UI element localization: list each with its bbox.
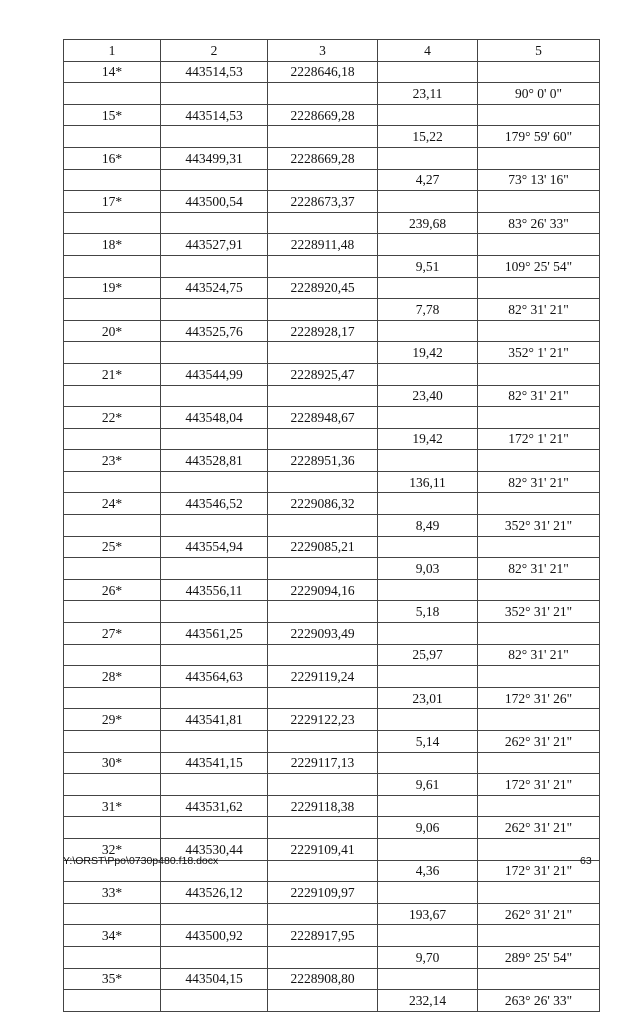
table-cell-col-2: 443544,99 — [161, 363, 268, 385]
table-cell-col-2 — [161, 558, 268, 580]
table-cell-col-3 — [268, 212, 378, 234]
table-cell-col-1: 34* — [64, 925, 161, 947]
table-row — [64, 471, 600, 493]
table-cell-col-2: 443500,54 — [161, 191, 268, 213]
table-cell-col-1: 35* — [64, 968, 161, 990]
table-cell-col-5 — [478, 795, 600, 817]
table-cell-col-5 — [478, 407, 600, 429]
table-cell-col-4: 9,51 — [378, 255, 478, 277]
table-row — [64, 946, 600, 968]
table-cell-col-5: 352° 1' 21" — [478, 342, 600, 364]
table-cell-col-5 — [478, 61, 600, 83]
table-cell-col-3: 2228908,80 — [268, 968, 378, 990]
header-col-4: 4 — [378, 40, 478, 62]
table-cell-col-1 — [64, 212, 161, 234]
table-cell-col-2: 443554,94 — [161, 536, 268, 558]
table-cell-col-5: 263° 26' 33" — [478, 990, 600, 1012]
table-row — [64, 385, 600, 407]
table-cell-col-4 — [378, 104, 478, 126]
table-row — [64, 817, 600, 839]
table-cell-col-5 — [478, 493, 600, 515]
table-cell-col-3 — [268, 990, 378, 1012]
table-cell-col-3 — [268, 515, 378, 537]
table-cell-col-1: 30* — [64, 752, 161, 774]
table-cell-col-4 — [378, 363, 478, 385]
table-row — [64, 83, 600, 105]
table-row — [64, 299, 600, 321]
table-row — [64, 644, 600, 666]
table-cell-col-1: 14* — [64, 61, 161, 83]
table-cell-col-2 — [161, 946, 268, 968]
table-cell-col-3: 2228673,37 — [268, 191, 378, 213]
table-cell-col-4 — [378, 234, 478, 256]
table-cell-col-1 — [64, 126, 161, 148]
table-cell-col-2 — [161, 385, 268, 407]
table-cell-col-5 — [478, 277, 600, 299]
table-cell-col-5 — [478, 752, 600, 774]
table-row — [64, 104, 600, 126]
table-cell-col-4 — [378, 536, 478, 558]
table-cell-col-4 — [378, 709, 478, 731]
table-row — [64, 147, 600, 169]
table-row — [64, 342, 600, 364]
table-row — [64, 277, 600, 299]
table-cell-col-3 — [268, 471, 378, 493]
table-cell-col-2: 443525,76 — [161, 320, 268, 342]
table-cell-col-2: 443514,53 — [161, 61, 268, 83]
table-cell-col-1 — [64, 990, 161, 1012]
table-cell-col-3 — [268, 255, 378, 277]
table-cell-col-2: 443564,63 — [161, 666, 268, 688]
table-cell-col-3 — [268, 601, 378, 623]
table-row — [64, 687, 600, 709]
table-cell-col-4: 5,14 — [378, 731, 478, 753]
table-cell-col-5: 90° 0' 0" — [478, 83, 600, 105]
table-cell-col-4 — [378, 579, 478, 601]
table-cell-col-5 — [478, 579, 600, 601]
table-cell-col-1 — [64, 774, 161, 796]
table-cell-col-1: 23* — [64, 450, 161, 472]
table-cell-col-5: 262° 31' 21" — [478, 817, 600, 839]
table-row — [64, 515, 600, 537]
table-cell-col-1 — [64, 169, 161, 191]
header-col-2: 2 — [161, 40, 268, 62]
table-cell-col-2 — [161, 255, 268, 277]
table-cell-col-5: 83° 26' 33" — [478, 212, 600, 234]
table-cell-col-1: 33* — [64, 882, 161, 904]
table-cell-col-4 — [378, 493, 478, 515]
table-cell-col-5 — [478, 882, 600, 904]
table-cell-col-2 — [161, 299, 268, 321]
table-cell-col-4: 136,11 — [378, 471, 478, 493]
table-cell-col-2: 443531,62 — [161, 795, 268, 817]
table-cell-col-5 — [478, 104, 600, 126]
table-cell-col-4: 23,01 — [378, 687, 478, 709]
table-cell-col-4: 232,14 — [378, 990, 478, 1012]
table-cell-col-3: 2228646,18 — [268, 61, 378, 83]
table-cell-col-4 — [378, 752, 478, 774]
table-cell-col-5: 82° 31' 21" — [478, 471, 600, 493]
table-cell-col-1: 18* — [64, 234, 161, 256]
table-row — [64, 752, 600, 774]
table-cell-col-2: 443530,44 — [161, 838, 268, 860]
header-col-5: 5 — [478, 40, 600, 62]
table-cell-col-4: 23,40 — [378, 385, 478, 407]
table-cell-col-5: 289° 25' 54" — [478, 946, 600, 968]
table-cell-col-5 — [478, 147, 600, 169]
table-cell-col-4: 193,67 — [378, 903, 478, 925]
table-cell-col-1: 16* — [64, 147, 161, 169]
table-cell-col-5 — [478, 536, 600, 558]
table-cell-col-5: 82° 31' 21" — [478, 558, 600, 580]
table-cell-col-1 — [64, 817, 161, 839]
table-cell-col-4 — [378, 61, 478, 83]
table-cell-col-4: 15,22 — [378, 126, 478, 148]
header-col-1: 1 — [64, 40, 161, 62]
table-cell-col-1: 31* — [64, 795, 161, 817]
table-cell-col-3: 2228911,48 — [268, 234, 378, 256]
table-cell-col-5 — [478, 450, 600, 472]
table-cell-col-4 — [378, 882, 478, 904]
table-cell-col-3: 2229085,21 — [268, 536, 378, 558]
table-cell-col-5: 82° 31' 21" — [478, 299, 600, 321]
table-cell-col-3: 2229109,97 — [268, 882, 378, 904]
table-cell-col-1: 27* — [64, 623, 161, 645]
table-cell-col-4 — [378, 666, 478, 688]
table-cell-col-5: 172° 31' 21" — [478, 860, 600, 882]
table-cell-col-1 — [64, 687, 161, 709]
table-cell-col-5 — [478, 623, 600, 645]
table-cell-col-3 — [268, 126, 378, 148]
table-cell-col-1 — [64, 83, 161, 105]
table-cell-col-2 — [161, 169, 268, 191]
table-cell-col-3: 2229117,13 — [268, 752, 378, 774]
table-cell-col-2: 443499,31 — [161, 147, 268, 169]
table-cell-col-1 — [64, 601, 161, 623]
table-cell-col-4: 19,42 — [378, 428, 478, 450]
table-cell-col-2: 443514,53 — [161, 104, 268, 126]
table-cell-col-5 — [478, 666, 600, 688]
table-cell-col-3: 2228917,95 — [268, 925, 378, 947]
table-body — [64, 61, 600, 1011]
table-cell-col-3 — [268, 946, 378, 968]
table-cell-col-3 — [268, 342, 378, 364]
table-cell-col-2: 443526,12 — [161, 882, 268, 904]
table-cell-col-3 — [268, 774, 378, 796]
table-cell-col-4: 9,03 — [378, 558, 478, 580]
table-cell-col-3: 2229094,16 — [268, 579, 378, 601]
table-row — [64, 212, 600, 234]
table-cell-col-5: 172° 31' 21" — [478, 774, 600, 796]
footer-file-path: Y:\ORST\Ppo\0730p480.f18.docx — [63, 855, 219, 867]
table-cell-col-2: 443548,04 — [161, 407, 268, 429]
table-cell-col-2: 443546,52 — [161, 493, 268, 515]
table-cell-col-1 — [64, 946, 161, 968]
table-cell-col-1 — [64, 471, 161, 493]
table-cell-col-1: 25* — [64, 536, 161, 558]
table-cell-col-3: 2229122,23 — [268, 709, 378, 731]
table-row — [64, 579, 600, 601]
table-cell-col-2: 443524,75 — [161, 277, 268, 299]
table-cell-col-4: 9,61 — [378, 774, 478, 796]
table-row — [64, 601, 600, 623]
table-cell-col-2: 443527,91 — [161, 234, 268, 256]
table-cell-col-4: 5,18 — [378, 601, 478, 623]
table-cell-col-2: 443504,15 — [161, 968, 268, 990]
table-row — [64, 363, 600, 385]
table-cell-col-3 — [268, 169, 378, 191]
table-cell-col-2 — [161, 990, 268, 1012]
table-row — [64, 536, 600, 558]
table-cell-col-5: 172° 1' 21" — [478, 428, 600, 450]
table-cell-col-3 — [268, 428, 378, 450]
table-cell-col-2 — [161, 644, 268, 666]
table-cell-col-3 — [268, 83, 378, 105]
table-row — [64, 795, 600, 817]
table-cell-col-1: 19* — [64, 277, 161, 299]
table-cell-col-3 — [268, 731, 378, 753]
table-cell-col-3 — [268, 687, 378, 709]
table-cell-col-1 — [64, 731, 161, 753]
table-row — [64, 255, 600, 277]
table-cell-col-3: 2228669,28 — [268, 147, 378, 169]
table-row — [64, 191, 600, 213]
table-cell-col-4 — [378, 277, 478, 299]
header-col-3: 3 — [268, 40, 378, 62]
table-cell-col-3 — [268, 299, 378, 321]
table-cell-col-1: 22* — [64, 407, 161, 429]
table-cell-col-4: 4,27 — [378, 169, 478, 191]
table-row — [64, 903, 600, 925]
table-row — [64, 990, 600, 1012]
table-cell-col-4 — [378, 795, 478, 817]
table-cell-col-3: 2228925,47 — [268, 363, 378, 385]
table-row — [64, 126, 600, 148]
table-row — [64, 169, 600, 191]
table-cell-col-3 — [268, 817, 378, 839]
table-cell-col-1 — [64, 903, 161, 925]
table-cell-col-4 — [378, 968, 478, 990]
table-cell-col-3 — [268, 558, 378, 580]
table-cell-col-4 — [378, 147, 478, 169]
table-cell-col-3: 2228951,36 — [268, 450, 378, 472]
table-cell-col-4: 7,78 — [378, 299, 478, 321]
table-cell-col-4: 8,49 — [378, 515, 478, 537]
table-cell-col-1: 32* — [64, 838, 161, 860]
table-row — [64, 623, 600, 645]
table-cell-col-2 — [161, 903, 268, 925]
table-cell-col-1 — [64, 299, 161, 321]
table-cell-col-4 — [378, 838, 478, 860]
table-cell-col-1: 28* — [64, 666, 161, 688]
table-cell-col-4 — [378, 191, 478, 213]
table-cell-col-5: 82° 31' 21" — [478, 385, 600, 407]
table-cell-col-2: 443556,11 — [161, 579, 268, 601]
table-cell-col-3 — [268, 860, 378, 882]
table-row — [64, 558, 600, 580]
table-cell-col-4 — [378, 623, 478, 645]
table-cell-col-2 — [161, 515, 268, 537]
table-cell-col-3: 2229109,41 — [268, 838, 378, 860]
table-row — [64, 234, 600, 256]
table-cell-col-1 — [64, 342, 161, 364]
table-cell-col-5 — [478, 968, 600, 990]
table-cell-col-5: 262° 31' 21" — [478, 903, 600, 925]
table-cell-col-2 — [161, 342, 268, 364]
table-cell-col-1: 17* — [64, 191, 161, 213]
table-cell-col-5 — [478, 320, 600, 342]
table-cell-col-3 — [268, 385, 378, 407]
table-row — [64, 882, 600, 904]
table-row — [64, 731, 600, 753]
table-cell-col-2 — [161, 471, 268, 493]
table-cell-col-4 — [378, 320, 478, 342]
table-row — [64, 61, 600, 83]
table-row — [64, 407, 600, 429]
table-cell-col-2: 443541,15 — [161, 752, 268, 774]
table-cell-col-5: 82° 31' 21" — [478, 644, 600, 666]
table-cell-col-2 — [161, 212, 268, 234]
table-cell-col-4: 19,42 — [378, 342, 478, 364]
table-cell-col-3 — [268, 644, 378, 666]
table-cell-col-2: 443528,81 — [161, 450, 268, 472]
table-cell-col-1 — [64, 515, 161, 537]
table-cell-col-5: 172° 31' 26" — [478, 687, 600, 709]
table-cell-col-5 — [478, 363, 600, 385]
table-row — [64, 709, 600, 731]
table-cell-col-2 — [161, 817, 268, 839]
table-cell-col-1: 29* — [64, 709, 161, 731]
table-cell-col-4 — [378, 450, 478, 472]
table-cell-col-4 — [378, 407, 478, 429]
table-cell-col-2 — [161, 774, 268, 796]
table-cell-col-1: 21* — [64, 363, 161, 385]
footer-page-number: 63 — [580, 855, 592, 867]
table-cell-col-5 — [478, 925, 600, 947]
table-row — [64, 925, 600, 947]
table-cell-col-1 — [64, 558, 161, 580]
table-cell-col-4: 9,06 — [378, 817, 478, 839]
table-row — [64, 774, 600, 796]
table-cell-col-2 — [161, 601, 268, 623]
table-cell-col-4: 9,70 — [378, 946, 478, 968]
table-cell-col-1 — [64, 644, 161, 666]
table-cell-col-1: 20* — [64, 320, 161, 342]
table-cell-col-1 — [64, 255, 161, 277]
table-cell-col-1 — [64, 428, 161, 450]
table-cell-col-3: 2229118,38 — [268, 795, 378, 817]
table-cell-col-1: 26* — [64, 579, 161, 601]
table-cell-col-3: 2229086,32 — [268, 493, 378, 515]
table-cell-col-2 — [161, 731, 268, 753]
table-cell-col-2 — [161, 687, 268, 709]
table-cell-col-5 — [478, 191, 600, 213]
table-cell-col-2 — [161, 428, 268, 450]
table-cell-col-5: 262° 31' 21" — [478, 731, 600, 753]
table-cell-col-3: 2228948,67 — [268, 407, 378, 429]
table-row — [64, 666, 600, 688]
table-row — [64, 428, 600, 450]
table-cell-col-5 — [478, 709, 600, 731]
table-cell-col-5: 73° 13' 16" — [478, 169, 600, 191]
table-cell-col-1: 24* — [64, 493, 161, 515]
table-cell-col-3: 2228928,17 — [268, 320, 378, 342]
table-cell-col-5: 352° 31' 21" — [478, 601, 600, 623]
table-cell-col-2: 443561,25 — [161, 623, 268, 645]
table-cell-col-3: 2228669,28 — [268, 104, 378, 126]
table-cell-col-4: 25,97 — [378, 644, 478, 666]
table-cell-col-2 — [161, 83, 268, 105]
table-row — [64, 450, 600, 472]
table-cell-col-3: 2228920,45 — [268, 277, 378, 299]
table-cell-col-1: 15* — [64, 104, 161, 126]
table-cell-col-4: 239,68 — [378, 212, 478, 234]
table-cell-col-3: 2229119,24 — [268, 666, 378, 688]
table-row — [64, 968, 600, 990]
table-row — [64, 320, 600, 342]
table-cell-col-2 — [161, 126, 268, 148]
table-cell-col-5: 352° 31' 21" — [478, 515, 600, 537]
table-cell-col-3 — [268, 903, 378, 925]
table-cell-col-2: 443541,81 — [161, 709, 268, 731]
table-cell-col-4: 4,36 — [378, 860, 478, 882]
table-cell-col-2: 443500,92 — [161, 925, 268, 947]
table-row — [64, 493, 600, 515]
table-header-row — [64, 40, 600, 62]
table-cell-col-3: 2229093,49 — [268, 623, 378, 645]
table-cell-col-1 — [64, 385, 161, 407]
table-cell-col-4 — [378, 925, 478, 947]
table-cell-col-4: 23,11 — [378, 83, 478, 105]
table-cell-col-5 — [478, 234, 600, 256]
table-cell-col-5: 179° 59' 60" — [478, 126, 600, 148]
table-cell-col-5: 109° 25' 54" — [478, 255, 600, 277]
